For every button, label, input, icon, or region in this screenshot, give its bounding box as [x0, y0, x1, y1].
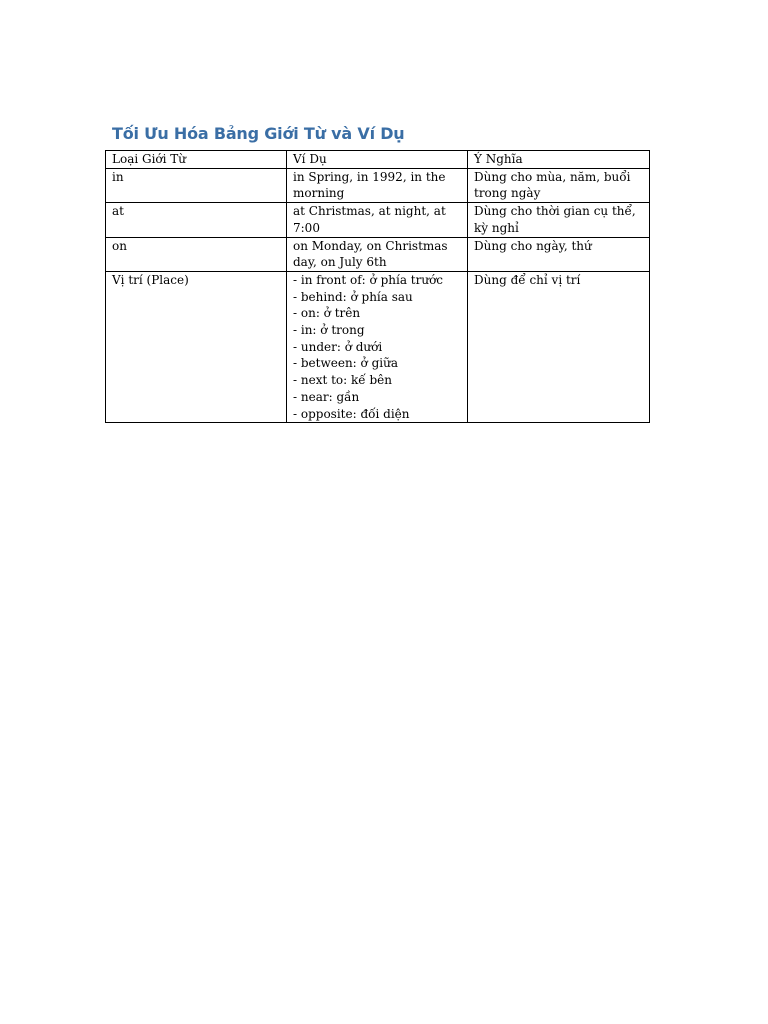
example-line: - on: ở trên: [293, 306, 361, 321]
cell-type: at: [106, 203, 287, 237]
page-title: Tối Ưu Hóa Bảng Giới Từ và Ví Dụ: [112, 124, 405, 143]
meaning-line: Dùng cho thời gian cụ thể,: [474, 204, 636, 219]
table-row: [106, 168, 650, 202]
header-type: Loại Giới Từ: [106, 151, 287, 169]
example-line: at Christmas, at night, at: [293, 204, 446, 219]
cell-examples: [287, 203, 468, 237]
example-line: - next to: kế bên: [293, 373, 392, 388]
preposition-table: [105, 150, 650, 423]
example-line: - under: ở dưới: [293, 339, 383, 354]
example-line: - in front of: ở phía trước: [293, 272, 444, 287]
cell-type: Vị trí (Place): [106, 271, 287, 422]
example-line: - opposite: đối diện: [293, 406, 410, 421]
meaning-line: Dùng cho mùa, năm, buổi: [474, 169, 631, 184]
cell-meaning: [468, 168, 650, 202]
example-line: - near: gần: [293, 389, 360, 404]
example-line: 7:00: [293, 220, 320, 235]
cell-type: in: [106, 168, 287, 202]
cell-examples: [287, 237, 468, 271]
example-line: - between: ở giữa: [293, 356, 398, 371]
example-line: in Spring, in 1992, in the: [293, 169, 446, 184]
cell-meaning: [468, 271, 650, 422]
cell-examples: [287, 271, 468, 422]
cell-type: on: [106, 237, 287, 271]
cell-meaning: [468, 203, 650, 237]
meaning-line: kỳ nghỉ: [474, 220, 519, 235]
example-line: on Monday, on Christmas: [293, 238, 448, 253]
example-line: - in: ở trong: [293, 323, 365, 338]
example-line: - behind: ở phía sau: [293, 289, 413, 304]
example-line: day, on July 6th: [293, 255, 387, 270]
meaning-line: Dùng cho ngày, thứ: [474, 238, 592, 253]
header-examples: Ví Dụ: [287, 151, 468, 169]
meaning-line: Dùng để chỉ vị trí: [474, 272, 581, 287]
header-meaning: Ý Nghĩa: [468, 151, 650, 169]
cell-meaning: [468, 237, 650, 271]
table-row: [106, 203, 650, 237]
table-header-row: [106, 151, 650, 169]
cell-examples: [287, 168, 468, 202]
example-line: morning: [293, 186, 345, 201]
table-row: [106, 237, 650, 271]
table-row: [106, 271, 650, 422]
meaning-line: trong ngày: [474, 186, 541, 201]
